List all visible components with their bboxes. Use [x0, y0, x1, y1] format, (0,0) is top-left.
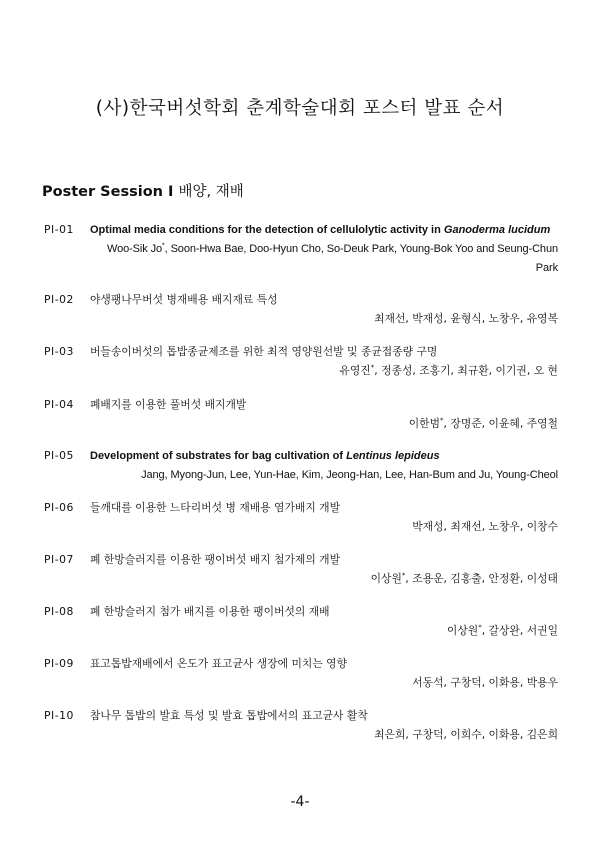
poster-title: 버들송이버섯의 톱밥종균제조를 위한 최적 영양원선발 및 종균접종량 구명 [90, 345, 438, 358]
poster-code: PⅠ-05 [44, 449, 74, 462]
page-number: -4- [290, 794, 310, 810]
poster-authors: 박재성, 최재선, 노창우, 이창수 [412, 520, 558, 533]
poster-entry [44, 654, 558, 692]
poster-title: 야생팽나무버섯 병재배용 배지재료 특성 [90, 293, 278, 306]
poster-authors: 이상원*, 갈상완, 서권일 [446, 623, 558, 637]
poster-code: PⅠ-04 [44, 398, 74, 411]
section-heading [42, 180, 244, 201]
poster-title: 들깨대를 이용한 느타리버섯 병 재배용 염가배지 개발 [90, 501, 341, 514]
poster-entry [44, 220, 558, 278]
poster-authors: 서동석, 구창덕, 이화용, 박용우 [412, 676, 558, 689]
poster-code: PⅠ-10 [44, 709, 74, 722]
poster-entry [44, 498, 558, 536]
poster-authors: 최재선, 박재성, 윤형식, 노창우, 유영복 [374, 312, 558, 325]
poster-title: Optimal media conditions for the detection of cellulolytic activity in Ganoderma lucidum [90, 224, 551, 236]
poster-title: 폐배지를 이용한 풀버섯 배지개발 [90, 398, 247, 411]
poster-entry [44, 706, 558, 744]
poster-entry [44, 342, 558, 380]
poster-code: PⅠ-08 [44, 605, 74, 618]
poster-title: 표고톱밥재배에서 온도가 표고균사 생장에 미치는 영향 [90, 657, 348, 670]
species-name: Lentinus lepideus [346, 450, 440, 462]
poster-entry [44, 446, 558, 485]
poster-entry [44, 290, 558, 328]
poster-title: 폐 한방슬러지 첨가 배지를 이용한 팽이버섯의 재배 [90, 605, 330, 618]
poster-authors: Woo-Sik Jo*, Soon-Hwa Bae, Doo-Hyun Cho, So-Deuk Park, Young-Bok Yoo and Seung-Chun Park [106, 242, 558, 274]
poster-authors: 이상원*, 조용운, 김홍출, 안정환, 이성태 [370, 571, 558, 585]
poster-title: Development of substrates for bag cultivation of Lentinus lepideus [90, 450, 440, 462]
section-topic: 배양, 재배 [178, 184, 244, 200]
poster-authors: 이한범*, 장명준, 이윤혜, 주영철 [408, 416, 558, 430]
poster-code: PⅠ-01 [44, 223, 74, 236]
section-label: Poster Session [42, 184, 163, 200]
poster-code: PⅠ-06 [44, 501, 74, 514]
poster-entry [44, 395, 558, 433]
poster-code: PⅠ-07 [44, 553, 74, 566]
species-name: Ganoderma lucidum [443, 224, 551, 236]
poster-entry [44, 602, 558, 640]
poster-entry [44, 550, 558, 588]
poster-code: PⅠ-02 [44, 293, 74, 306]
poster-authors: 유영진*, 정종성, 조홍기, 최규환, 이기권, 오 현 [339, 363, 558, 377]
poster-authors: 최은희, 구창덕, 이희수, 이화용, 김은희 [374, 728, 558, 741]
poster-code: PⅠ-09 [44, 657, 74, 670]
poster-code: PⅠ-03 [44, 345, 74, 358]
section-numeral: Ⅰ [168, 184, 174, 200]
poster-title: 폐 한방슬러지를 이용한 팽이버섯 배지 첨가제의 개발 [90, 553, 341, 566]
poster-title: 참나무 톱밥의 발효 특성 및 발효 톱밥에서의 표고균사 활착 [90, 709, 368, 722]
poster-authors: Jang, Myong-Jun, Lee, Yun-Hae, Kim, Jeong-Han, Lee, Han-Bum and Ju, Young-Cheol [141, 469, 558, 481]
page-title: (사)한국버섯학회 춘계학술대회 포스터 발표 순서 [95, 98, 505, 119]
